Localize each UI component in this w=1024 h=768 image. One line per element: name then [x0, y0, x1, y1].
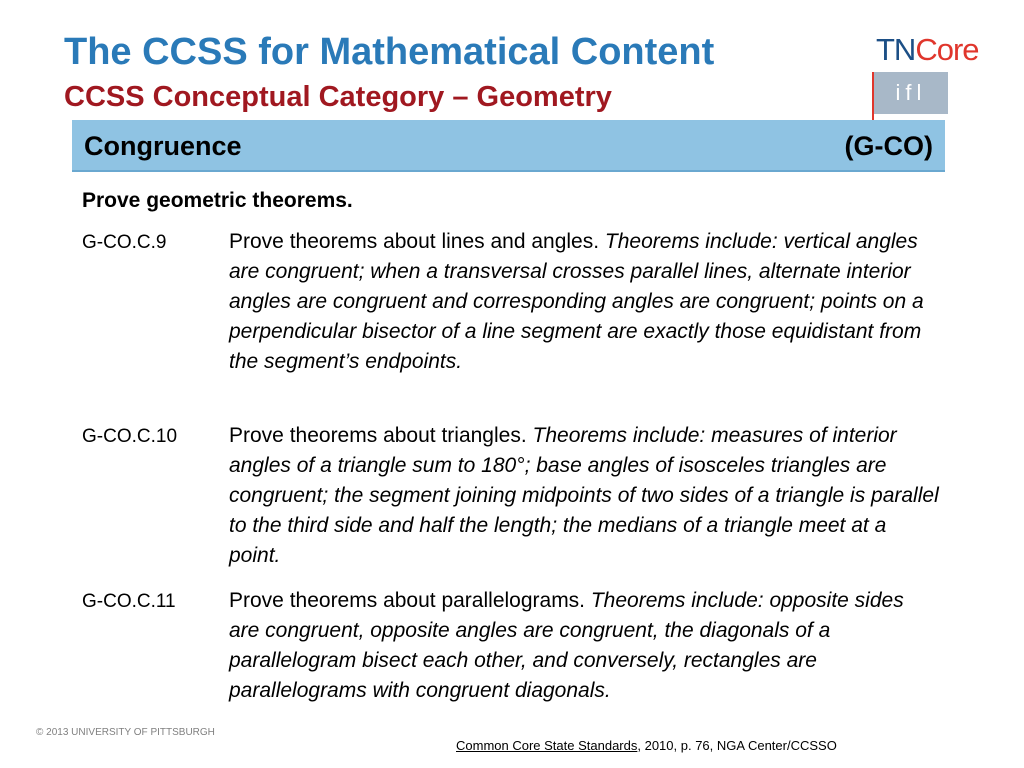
logo-core-part: Core [915, 32, 979, 67]
standard-statement: Prove theorems about lines and angles. [229, 230, 600, 253]
ifl-logo-box: ifl [874, 72, 948, 114]
domain-code: (G-CO) [844, 131, 933, 161]
citation-details: , 2010, p. 76, NGA Center/CCSSO [637, 738, 837, 753]
standard-code: G-CO.C.11 [82, 591, 176, 612]
domain-bar [72, 120, 945, 172]
standard-examples: Theorems include: vertical angles are congruent; when a transversal crosses parallel lines, alternate interior angles are congruent and corresponding angles are congruent; points on a perpendicular bisector of a line segment are exactly those equidistant from the segment’s endpoints. [229, 230, 924, 373]
standard-statement: Prove theorems about parallelograms. [229, 589, 586, 612]
standard-examples: Theorems include: opposite sides are congruent, opposite angles are congruent, the diagonals of a parallelogram bisect each other, and conversely, rectangles are parallelograms with congruent diagonals. [229, 589, 904, 702]
citation-link[interactable]: Common Core State Standards [456, 738, 638, 753]
standard-code: G-CO.C.10 [82, 426, 178, 447]
tncore-logo-text [876, 32, 979, 68]
slide-subtitle: CCSS Conceptual Category – Geometry [64, 81, 612, 113]
standard-examples: Theorems include: measures of interior angles of a triangle sum to 180°; base angles of isosceles triangles are congruent; the segment joining midpoints of two sides of a triangle is parallel to the third side and half the length; the medians of a triangle meet at a point. [229, 424, 939, 567]
standard-statement: Prove theorems about triangles. [229, 424, 527, 447]
domain-name: Congruence [84, 131, 242, 161]
standard-code: G-CO.C.9 [82, 232, 167, 253]
standard-text [229, 227, 939, 377]
slide-title: The CCSS for Mathematical Content [64, 31, 715, 73]
standard-text [229, 421, 939, 571]
tncore-ifl-logo [872, 30, 1007, 120]
logo-tn-part: TN [876, 32, 916, 67]
source-citation [456, 738, 837, 754]
cluster-heading: Prove geometric theorems. [82, 189, 353, 212]
standard-text [229, 586, 939, 706]
copyright-notice: © 2013 UNIVERSITY OF PITTSBURGH [36, 727, 215, 738]
